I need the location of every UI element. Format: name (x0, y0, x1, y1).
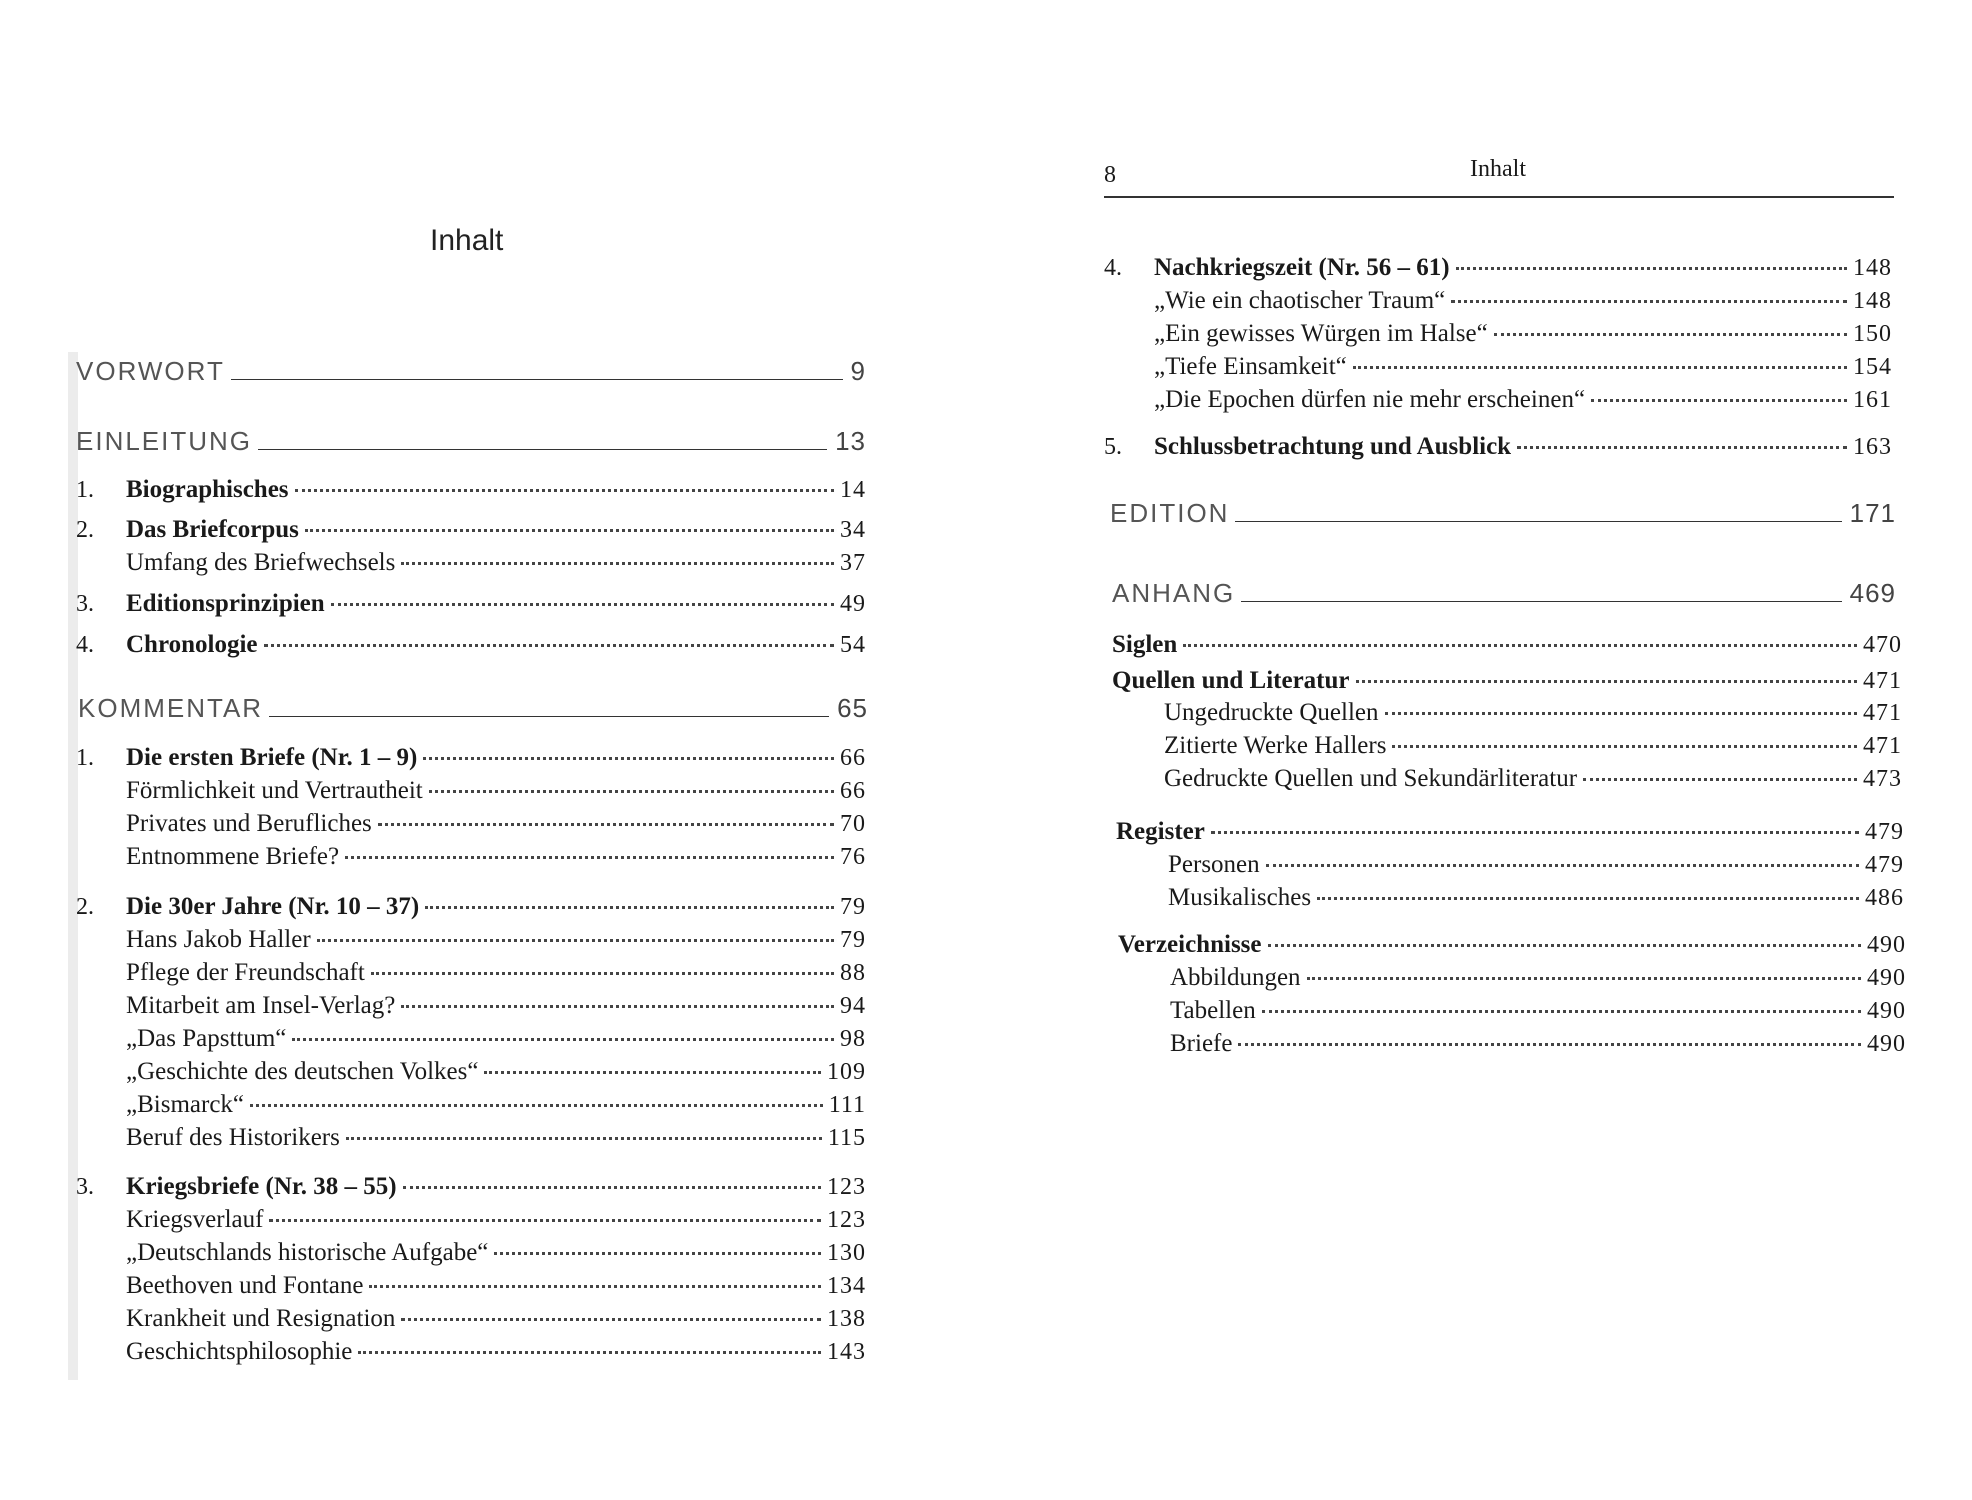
entry-page: 486 (1865, 885, 1904, 911)
entry-page: 148 (1853, 255, 1892, 281)
entry-page: 490 (1867, 932, 1906, 958)
leader-dots (1392, 745, 1857, 748)
entry-page: 150 (1853, 321, 1892, 347)
entry-title: Register (1116, 818, 1205, 845)
entry-title: Ungedruckte Quellen (1164, 699, 1379, 726)
entry-title: Abbildungen (1170, 964, 1301, 991)
section-page: 13 (835, 426, 866, 456)
toc-entry[interactable] (1170, 1029, 1906, 1059)
entry-title: Musikalisches (1168, 884, 1312, 911)
entry-page: 479 (1865, 819, 1904, 845)
entry-title: Hans Jakob Haller (126, 926, 311, 953)
toc-entry[interactable] (1164, 698, 1902, 728)
section-label: EDITION (1110, 498, 1230, 528)
entry-number: 1. (76, 745, 94, 771)
entry-title: Die 30er Jahre (Nr. 10 – 37) (126, 893, 420, 920)
entry-page: 148 (1853, 288, 1892, 314)
leader-dots (1385, 712, 1857, 715)
entry-page: 66 (840, 745, 866, 771)
entry-title: Beethoven und Fontane (126, 1272, 364, 1299)
entry-page: 473 (1863, 766, 1902, 792)
section-rule (1241, 601, 1841, 602)
entry-title: Tabellen (1170, 997, 1256, 1024)
entry-page: 143 (827, 1339, 866, 1365)
running-head-title: Inhalt (1470, 156, 1526, 182)
entry-page: 88 (840, 960, 866, 986)
entry-title: Schlussbetrachtung und Ausblick (1154, 433, 1512, 460)
entry-title: „Tiefe Einsamkeit“ (1154, 353, 1347, 380)
entry-page: 490 (1867, 1031, 1906, 1057)
toc-entry[interactable] (1104, 319, 1892, 349)
entry-page: 161 (1853, 387, 1892, 413)
entry-title: „Deutschlands historische Aufgabe“ (126, 1239, 489, 1266)
section-page: 9 (850, 356, 866, 386)
entry-page: 34 (840, 517, 866, 543)
entry-title: Gedruckte Quellen und Sekundärliteratur (1164, 765, 1578, 792)
entry-title: Quellen und Literatur (1112, 667, 1350, 694)
entry-title: „Wie ein chaotischer Traum“ (1154, 287, 1446, 314)
entry-title: Privates und Berufliches (126, 810, 372, 837)
entry-page: 471 (1863, 700, 1902, 726)
entry-title: Geschichtsphilosophie (126, 1338, 353, 1365)
entry-number: 4. (76, 632, 94, 658)
entry-page: 490 (1867, 965, 1906, 991)
entry-page: 163 (1853, 434, 1892, 460)
entry-page: 94 (840, 993, 866, 1019)
leader-dots (1353, 366, 1847, 369)
entry-title: „Bismarck“ (126, 1091, 245, 1118)
entry-page: 123 (827, 1174, 866, 1200)
leader-dots (1517, 446, 1847, 449)
section-label: ANHANG (1112, 578, 1236, 608)
leader-dots (1494, 333, 1847, 336)
entry-page: 54 (840, 632, 866, 658)
section-label: VORWORT (76, 356, 225, 386)
entry-title: Siglen (1112, 631, 1178, 658)
entry-page: 479 (1865, 852, 1904, 878)
entry-page: 111 (828, 1092, 866, 1118)
entry-page: 130 (827, 1240, 866, 1266)
toc-entry[interactable] (1164, 764, 1902, 794)
entry-number: 2. (76, 894, 94, 920)
entry-title: „Geschichte des deutschen Volkes“ (126, 1058, 479, 1085)
entry-page: 66 (840, 778, 866, 804)
entry-title: Kriegsverlauf (126, 1206, 264, 1233)
toc-entry[interactable] (1112, 666, 1902, 696)
section-page: 171 (1849, 498, 1896, 528)
entry-title: Nachkriegszeit (Nr. 56 – 61) (1154, 254, 1450, 281)
entry-title: Kriegsbriefe (Nr. 38 – 55) (126, 1173, 397, 1200)
entry-title: Pflege der Freundschaft (126, 959, 365, 986)
entry-page: 470 (1863, 632, 1902, 658)
entry-title: Personen (1168, 851, 1260, 878)
entry-page: 49 (840, 591, 866, 617)
entry-page: 76 (840, 844, 866, 870)
entry-number: 1. (76, 477, 94, 503)
entry-title: „Das Papsttum“ (126, 1025, 287, 1052)
entry-title: Die ersten Briefe (Nr. 1 – 9) (126, 744, 418, 771)
leader-dots (1317, 897, 1859, 900)
entry-title: Umfang des Briefwechsels (126, 549, 396, 576)
toc-entry[interactable] (1104, 286, 1892, 316)
toc-section-anhang[interactable] (1112, 578, 1896, 609)
entry-page: 471 (1863, 668, 1902, 694)
entry-title: Entnommene Briefe? (126, 843, 340, 870)
section-page: 469 (1849, 578, 1896, 608)
entry-page: 109 (827, 1059, 866, 1085)
leader-dots (1268, 944, 1862, 947)
entry-page: 115 (827, 1125, 866, 1151)
leader-dots (1211, 831, 1859, 834)
toc-entry[interactable] (1168, 850, 1904, 880)
entry-page: 154 (1853, 354, 1892, 380)
entry-page: 79 (840, 894, 866, 920)
section-page: 65 (837, 693, 868, 723)
section-label: KOMMENTAR (78, 693, 264, 723)
section-rule (1235, 521, 1841, 522)
entry-title: Krankheit und Resignation (126, 1305, 396, 1332)
entry-page: 123 (827, 1207, 866, 1233)
section-label: EINLEITUNG (76, 426, 253, 456)
toc-entry[interactable] (1168, 883, 1904, 913)
entry-page: 490 (1867, 998, 1906, 1024)
leader-dots (1591, 399, 1847, 402)
entry-number: 4. (1104, 255, 1122, 281)
toc-section-edition[interactable] (1110, 498, 1896, 529)
leader-dots (1307, 977, 1861, 980)
toc-entry[interactable] (1164, 731, 1902, 761)
entry-number: 2. (76, 517, 94, 543)
entry-title: „Die Epochen dürfen nie mehr erscheinen“ (1154, 386, 1586, 413)
entry-title: Editionsprinzipien (126, 590, 325, 617)
leader-dots (1266, 864, 1859, 867)
leader-dots (1183, 644, 1857, 647)
entry-page: 79 (840, 927, 866, 953)
leader-dots (1356, 680, 1857, 683)
entry-title: Briefe (1170, 1030, 1233, 1057)
toc-entry[interactable] (1170, 963, 1906, 993)
toc-entry[interactable] (1104, 385, 1892, 415)
entry-title: Beruf des Historikers (126, 1124, 340, 1151)
entry-page: 138 (827, 1306, 866, 1332)
toc-entry[interactable] (1170, 996, 1906, 1026)
entry-page: 134 (827, 1273, 866, 1299)
toc-entry[interactable] (1104, 253, 1892, 283)
toc-entry[interactable] (1104, 352, 1892, 382)
leader-dots (1238, 1043, 1861, 1046)
running-head (1104, 152, 1894, 198)
entry-page: 14 (840, 477, 866, 503)
entry-number: 3. (76, 591, 94, 617)
entry-title: Biographisches (126, 476, 289, 503)
entry-page: 70 (840, 811, 866, 837)
page-title: Inhalt (430, 224, 504, 257)
toc-entry[interactable] (1104, 432, 1892, 462)
entry-title: Verzeichnisse (1118, 931, 1262, 958)
running-head-page-number: 8 (1104, 162, 1116, 188)
entry-title: Chronologie (126, 631, 258, 658)
leader-dots (1583, 778, 1857, 781)
toc-entry[interactable] (1118, 930, 1906, 960)
entry-title: „Ein gewisses Würgen im Halse“ (1154, 320, 1488, 347)
leader-dots (1451, 300, 1847, 303)
entry-number: 5. (1104, 434, 1122, 460)
entry-title: Zitierte Werke Hallers (1164, 732, 1387, 759)
entry-title: Mitarbeit am Insel-Verlag? (126, 992, 396, 1019)
entry-title: Förmlichkeit und Vertrautheit (126, 777, 423, 804)
entry-number: 3. (76, 1174, 94, 1200)
toc-entry[interactable] (1116, 817, 1904, 847)
entry-page: 471 (1863, 733, 1902, 759)
toc-entry[interactable] (1112, 630, 1902, 660)
leader-dots (1456, 267, 1847, 270)
entry-title: Das Briefcorpus (126, 516, 299, 543)
leader-dots (1262, 1010, 1861, 1013)
entry-page: 37 (840, 550, 866, 576)
entry-page: 98 (840, 1026, 866, 1052)
